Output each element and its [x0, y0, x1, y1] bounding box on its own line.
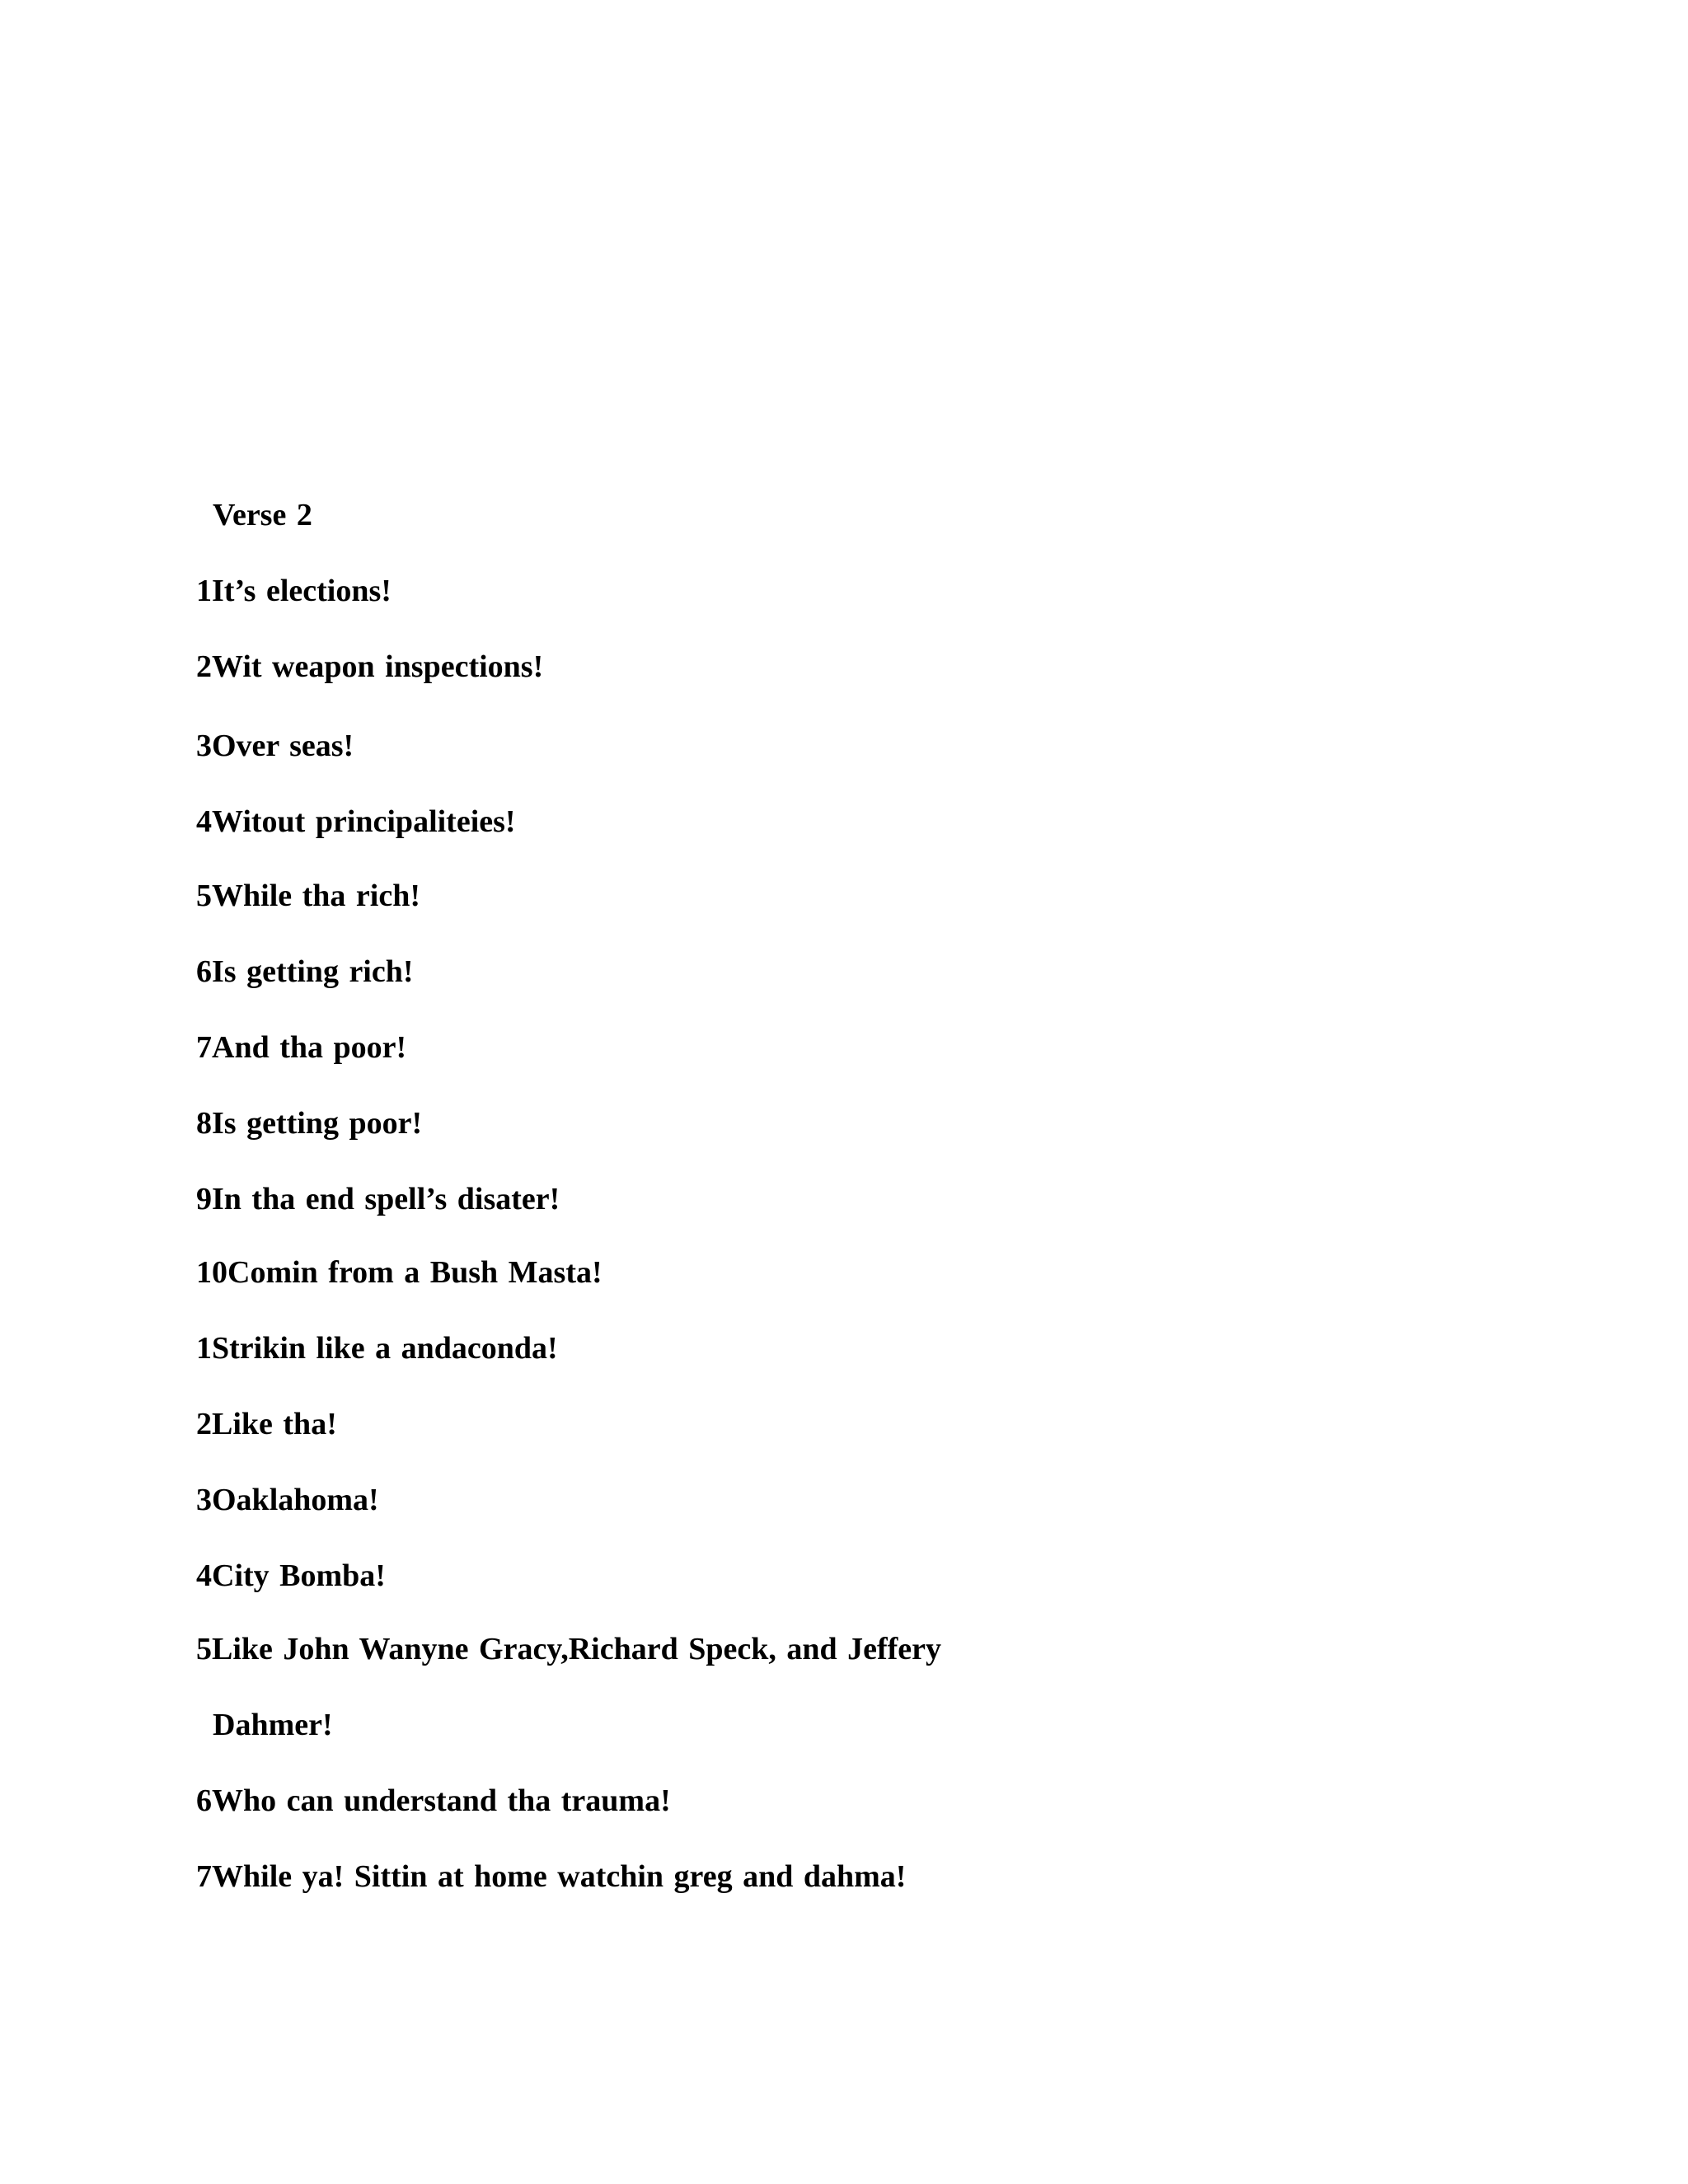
lyric-line: 2Like tha! [196, 1407, 337, 1441]
lyric-line: 6Who can understand tha trauma! [196, 1783, 671, 1818]
verse-heading: Verse 2 [213, 498, 312, 532]
lyric-line: 5While tha rich! [196, 879, 420, 913]
lyric-line: 4Witout principaliteies! [196, 804, 516, 839]
lyric-line: 2Wit weapon inspections! [196, 649, 544, 684]
lyric-line: 3Over seas! [196, 729, 354, 763]
lyric-line: 1Strikin like a andaconda! [196, 1331, 558, 1366]
lyric-line: 8Is getting poor! [196, 1106, 423, 1141]
lyric-line: 7While ya! Sittin at home watchin greg and dahma! [196, 1859, 907, 1894]
lyric-line: 4City Bomba! [196, 1558, 386, 1593]
lyric-line: 6Is getting rich! [196, 954, 414, 989]
lyric-line: 9In tha end spell’s disater! [196, 1182, 560, 1216]
lyric-line-continuation: Dahmer! [213, 1708, 333, 1742]
lyric-line: 3Oaklahoma! [196, 1483, 379, 1517]
lyric-line: 1It’s elections! [196, 574, 392, 608]
lyric-line: 7And tha poor! [196, 1030, 407, 1065]
lyric-line: 10Comin from a Bush Masta! [196, 1255, 603, 1290]
lyric-line: 5Like John Wanyne Gracy,Richard Speck, and Jeffery [196, 1632, 942, 1666]
